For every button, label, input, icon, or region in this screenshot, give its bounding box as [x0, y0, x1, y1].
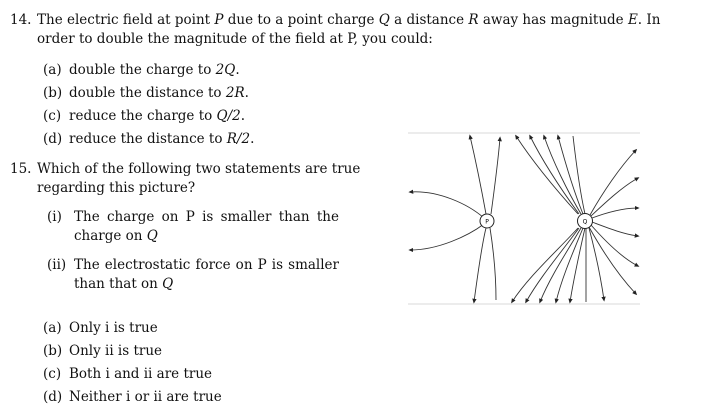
charge-p-label: P [485, 218, 489, 226]
q14-option-c: (c) reduce the charge to Q/2. [43, 108, 246, 124]
q14-option-a: (a) double the charge to 2Q. [43, 62, 240, 78]
field-line [573, 136, 585, 214]
field-line [589, 228, 604, 300]
q15-option-d: (d) Neither i or ii are true [43, 389, 222, 405]
statement-line2: than that on Q [74, 276, 174, 292]
statement-line2: charge on Q [74, 228, 158, 244]
field-line [470, 136, 486, 214]
q15-stem-line1: Which of the following two statements are true [37, 161, 361, 177]
statement-line1: The charge on P is smaller than the [74, 209, 339, 225]
field-line [526, 228, 579, 302]
field-line [410, 224, 484, 250]
field-line [490, 228, 496, 300]
q15-stem-line2: regarding this picture? [37, 180, 196, 196]
q15-option-a: (a) Only i is true [43, 320, 158, 336]
field-line [556, 228, 583, 302]
field-line [516, 136, 578, 214]
field-lines-figure [408, 132, 640, 305]
q14-stem-line1: The electric field at point P due to a point charge Q a distance R away has magnitude E. In [37, 12, 661, 28]
charge-q [578, 214, 593, 229]
q15-statement-ii [47, 256, 339, 294]
q14-number: 14. [10, 12, 32, 28]
charge-p [480, 214, 494, 228]
field-line [570, 228, 585, 302]
field-line [410, 192, 484, 218]
field-line [592, 208, 638, 218]
q14-option-d: (d) reduce the distance to R/2. [43, 131, 255, 147]
field-line [591, 178, 638, 216]
q14-option-b: (b) double the distance to 2R. [43, 85, 249, 101]
statement-label: (i) [47, 209, 62, 225]
q15-number: 15. [10, 161, 32, 177]
field-line [590, 150, 636, 215]
field-line [474, 228, 486, 302]
q15-option-b: (b) Only ii is true [43, 343, 163, 359]
q14-stem-line2: order to double the magnitude of the field at P, you could: [37, 31, 433, 47]
field-lines [410, 136, 638, 302]
field-line [591, 225, 638, 266]
q15-statement-i [47, 208, 339, 246]
charge-q-label: Q [582, 218, 588, 226]
statement-label: (ii) [47, 257, 67, 273]
field-line [544, 136, 581, 214]
statement-line1: The electrostatic force on P is smaller [74, 257, 339, 273]
q15-option-c: (c) Both i and ii are true [43, 366, 213, 382]
field-line [530, 136, 579, 214]
field-line [491, 138, 500, 214]
field-line [540, 228, 581, 302]
